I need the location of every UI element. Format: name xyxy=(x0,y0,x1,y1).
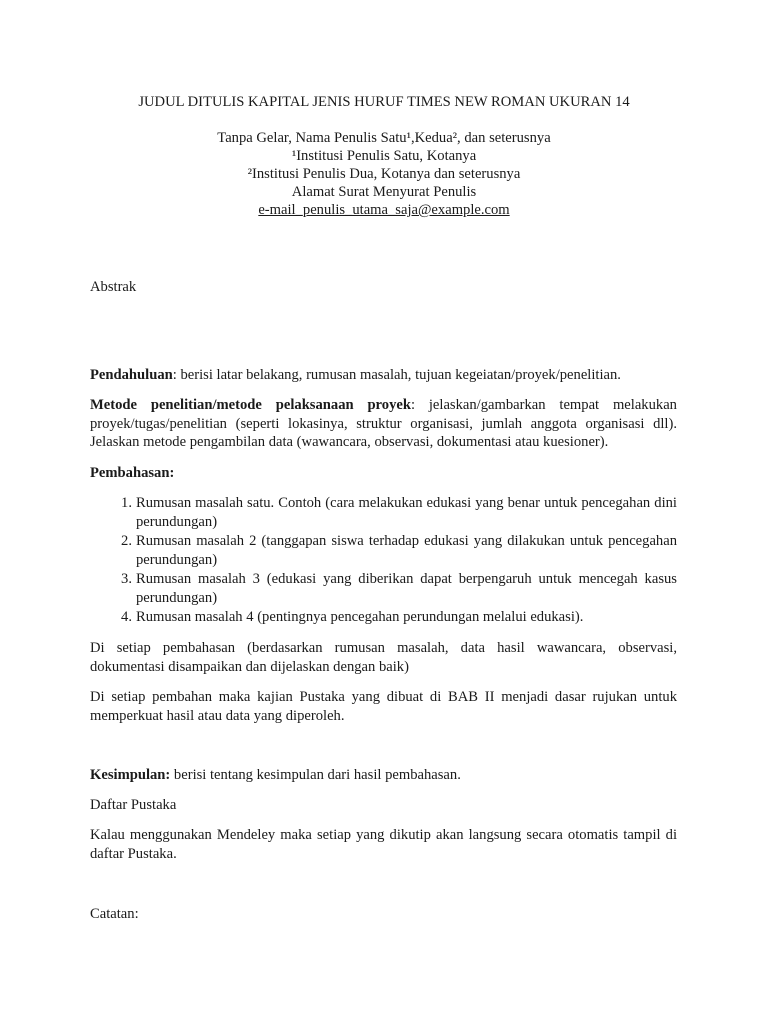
method-text: : jelaskan/gambarkan tempat melakukan proyek/tugas/penelitian (seperti lokasinya, struktur organisasi, jumlah anggota organisasi dll). Jelaskan metode pengambilan data (wawancara, observasi, dokumentasi atau kuesioner). xyxy=(90,397,677,450)
discussion-paragraph-2: Di setiap pembahan maka kajian Pustaka yang dibuat di BAB II menjadi dasar rujukan untuk memperkuat hasil atau data yang diperoleh. xyxy=(90,689,677,724)
email-line xyxy=(0,201,768,220)
list-number: 1. xyxy=(121,495,132,511)
abstract-heading: Abstrak xyxy=(90,279,137,295)
list-item xyxy=(90,532,677,569)
list-number: 3. xyxy=(121,571,132,587)
method-paragraph xyxy=(90,396,677,452)
correspondence-address: Alamat Surat Menyurat Penulis xyxy=(291,184,477,200)
references-heading: Daftar Pustaka xyxy=(90,797,177,813)
institution-1: ¹Institusi Penulis Satu, Kotanya xyxy=(291,148,477,164)
method-label: Metode penelitian/metode pelaksanaan proyek xyxy=(90,397,411,413)
list-number: 2. xyxy=(121,533,132,549)
notes-heading: Catatan: xyxy=(90,906,139,922)
institution-2: ²Institusi Penulis Dua, Kotanya dan seterusnya xyxy=(247,166,521,182)
references-paragraph: Kalau menggunakan Mendeley maka setiap yang dikutip akan langsung secara otomatis tampil di daftar Pustaka. xyxy=(90,827,677,862)
author-line: Tanpa Gelar, Nama Penulis Satu¹,Kedua², dan seterusnya xyxy=(217,130,551,146)
list-item xyxy=(90,608,677,627)
list-text: Rumusan masalah 3 (edukasi yang diberikan dapat berpengaruh untuk mencegah kasus perundungan) xyxy=(136,571,677,606)
intro-paragraph xyxy=(90,366,677,385)
paper-title: JUDUL DITULIS KAPITAL JENIS HURUF TIMES NEW ROMAN UKURAN 14 xyxy=(138,94,630,110)
discussion-paragraph-1: Di setiap pembahasan (berdasarkan rumusan masalah, data hasil wawancara, observasi, dokumentasi disampaikan dan dijelaskan dengan baik) xyxy=(90,640,677,675)
list-text: Rumusan masalah 2 (tanggapan siswa terhadap edukasi yang dilakukan untuk pencegahan perundungan) xyxy=(136,533,677,568)
list-text: Rumusan masalah 4 (pentingnya pencegahan perundungan melalui edukasi). xyxy=(136,609,584,625)
list-text: Rumusan masalah satu. Contoh (cara melakukan edukasi yang benar untuk pencegahan dini perundungan) xyxy=(136,495,677,530)
author-email: e-mail_penulis_utama_saja@example.com xyxy=(258,202,510,218)
conclusion-label: Kesimpulan: xyxy=(90,767,171,783)
conclusion-paragraph xyxy=(90,766,677,785)
list-item xyxy=(90,570,677,607)
discussion-heading: Pembahasan: xyxy=(90,465,175,481)
list-number: 4. xyxy=(121,609,132,625)
intro-label: Pendahuluan xyxy=(90,367,173,383)
intro-text: : berisi latar belakang, rumusan masalah, tujuan kegeiatan/proyek/penelitian. xyxy=(172,367,621,383)
conclusion-text: berisi tentang kesimpulan dari hasil pembahasan. xyxy=(170,767,461,783)
list-item xyxy=(90,494,677,531)
